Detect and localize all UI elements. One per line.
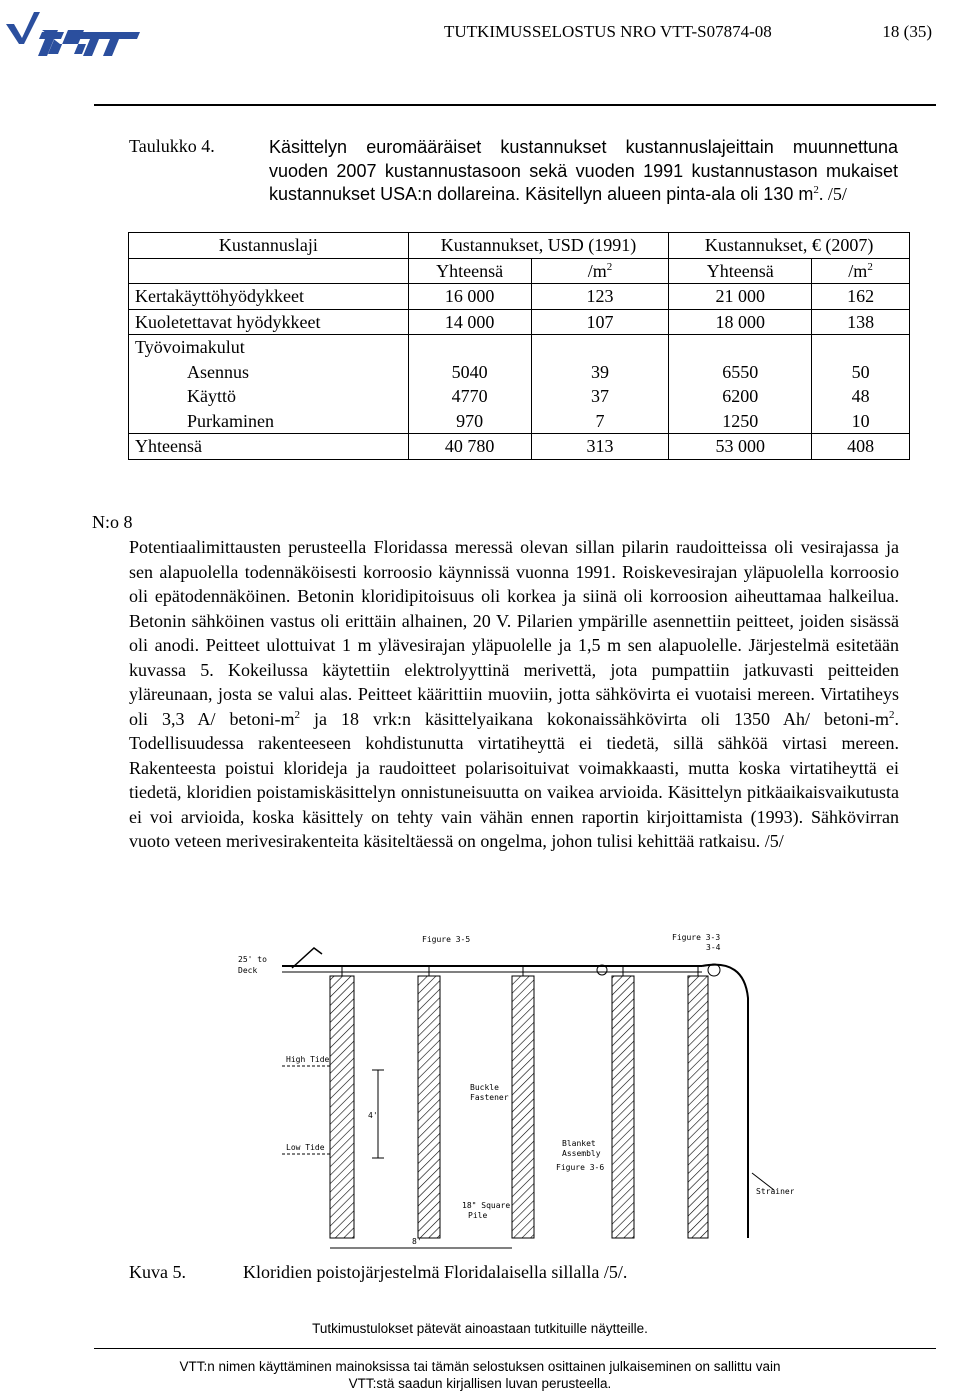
report-id: TUTKIMUSSELOSTUS NRO VTT-S07874-08 [444,22,772,41]
cell-usd: 970 [408,409,531,434]
cell-usd: 14 000 [408,309,531,335]
cell-usd: 40 780 [408,434,531,460]
row-label: Kuoletettavat hyödykkeet [129,309,409,335]
caption-sup: 2 [813,184,819,196]
cost-table [128,232,910,460]
cell-usd-m2: 313 [531,434,669,460]
label-deck-1: 25' to [238,955,267,964]
subheader-empty [129,258,409,284]
cell-eur-m2: 50 [812,360,910,385]
cell-usd-m2: 39 [531,360,669,385]
label-deck-2: Deck [238,966,258,975]
header-divider [94,104,936,106]
table-row [129,409,910,434]
header-eur: Kustannukset, € (2007) [669,233,910,259]
cell-usd-m2: 37 [531,384,669,409]
logo-text: VTT [64,26,66,27]
table-row [129,384,910,409]
label-figure-3-3: Figure 3-3 [672,933,721,942]
table-total-row [129,434,910,460]
footer-note: Tutkimustulokset pätevät ainoastaan tutkituille näytteille. [312,1321,648,1336]
cell-eur-m2: 138 [812,309,910,335]
table-caption [269,136,898,207]
cell-eur: 53 000 [669,434,812,460]
cell-eur: 21 000 [669,284,812,310]
subheader-usd-per-m2: $/m^2$ [531,258,669,284]
table-subheader-row [129,258,910,284]
cell-usd: 5040 [408,360,531,385]
table-row-labor [129,335,910,360]
para-part-1: Potentiaalimittausten perusteella Floridassa meressä olevan sillan pilarin raudoitteissa oli vesirajassa ja sen alapuolella todennäköisesti korroosio käynnissä vuonna 1991. Roiskevesirajan yläpuolella korroosio oli epätodennäköinen. Betonin kloridipitoisuus oli korkea ja siinä oli korroosion aiheuttamaa halkeilua. Betonin sähköinen vastus oli erittäin alhainen, 20 V. Pilarien ympärille asennettiin peitteet, joiden sisässä oli anodi. Peitteet ulottuivat 1 m ylävesirajan yläpuolelle ja 1,5 m sen alapuolelle. Järjestelmä esitetään kuvassa 5. Kokeilussa käytettiin elektrolyyttinä merivettä, jota pumpattiin jatkuvasti peitteiden yläreunaan, josta se valui alas. Peitteet käärittiin muoviin, jotta sähkövirta ei vuotaisi mereen. Virtatiheys oli 3,3 A/ betoni-m [129,537,899,729]
cell-eur-m2: 162 [812,284,910,310]
section-number: N:o 8 [92,512,133,532]
subheader-eur-total: Yhteensä [669,258,812,284]
para-part-2: ja 18 vrk:n käsittelyaikana kokonaissähkövirta oli 1350 Ah/ betoni-m [300,708,889,729]
header-cost-type: Kustannuslaji [129,233,409,259]
row-label: Yhteensä [129,434,409,460]
label-figure-3-4: 3-4 [706,943,721,952]
label-blanket: Blanket [562,1139,596,1148]
para-sup-2: 2 [889,708,895,721]
row-label: Asennus [129,360,409,385]
figure-chloride-system [222,918,794,1260]
caption-ref: . /5/ [818,184,847,204]
cell-usd: 16 000 [408,284,531,310]
cell-eur: 18 000 [669,309,812,335]
label-4ft: 4' [368,1111,378,1120]
cell-usd-m2: 7 [531,409,669,434]
label-high-tide: High Tide [286,1055,330,1064]
cell-eur-m2: 48 [812,384,910,409]
footer-line-1: VTT:n nimen käyttäminen mainoksissa tai tämän selostuksen osittainen julkaiseminen on sallittu vain [179,1359,781,1374]
cell-eur: 1250 [669,409,812,434]
page-number: 18 (35) [882,22,932,41]
header-usd: Kustannukset, USD (1991) [408,233,669,259]
table-caption-text: Käsittelyn euromääräiset kustannukset kustannuslajeittain muunnettuna vuoden 2007 kustannustasoon sekä vuoden 1991 kustannustason mukaiset kustannukset USA:n dollareina. Käsitellyn alueen pinta-ala oli 130 m [269,137,898,204]
cell-eur-m2: 10 [812,409,910,434]
label-assembly: Assembly [562,1149,601,1158]
figure-caption: Kloridien poistojärjestelmä Floridalaisella sillalla /5/. [243,1262,628,1282]
row-label: Purkaminen [129,409,409,434]
cell-usd: 4770 [408,384,531,409]
label-fastener: Fastener [470,1093,509,1102]
body-paragraph [129,535,899,854]
label-buckle: Buckle [470,1083,499,1092]
label-low-tide: Low Tide [286,1143,325,1152]
cell-eur: 6550 [669,360,812,385]
table-caption-label: Taulukko 4. [129,136,215,156]
row-label: Kertakäyttöhyödykkeet [129,284,409,310]
label-pile: Pile [468,1211,488,1220]
footer-line-2: VTT:stä saadun kirjallisen luvan perusteella. [348,1376,612,1391]
cell-usd-m2: 123 [531,284,669,310]
subheader-eur-per-m2: $/m^2$ [812,258,910,284]
row-label: Työvoimakulut [129,335,409,360]
label-square-pile: 18" Square [462,1201,511,1210]
row-label: Käyttö [129,384,409,409]
para-part-3: . Todellisuudessa rakenteeseen kohdistunutta virtatiheyttä ei tiedetä, sillä sähköä virtasi mereen. Rakenteesta poistui klorideja ja raudoitteet polarisoituivat voimakkaasti, mutta koska virtatiheyttä ei tiedetä, kloridien poistamiskäsittelyn onnistuneisuutta on vaikea arvioida. Käsittelyn pitkäaikaisvaikutusta ei voi arvioida, koska käsittely on tehty vain vähän ennen raportin kirjoittamista (1993). Sähkövirran vuoto veteen merivesirakenteita käsiteltäessä on ongelma, johon tulisi kehittää ratkaisu. /5/ [129,708,899,851]
table-row [129,360,910,385]
label-8ft: 8' [412,1237,422,1246]
cell-usd-m2: 107 [531,309,669,335]
footer-divider [94,1348,936,1349]
vtt-logo [4,4,140,58]
cell-eur: 6200 [669,384,812,409]
figure-label: Kuva 5. [129,1262,186,1282]
table-row [129,284,910,310]
label-figure-3-6: Figure 3-6 [556,1163,605,1172]
subheader-usd-total: Yhteensä [408,258,531,284]
table-header-row [129,233,910,259]
label-strainer: Strainer [756,1187,794,1196]
table-row [129,309,910,335]
label-figure-3-5: Figure 3-5 [422,935,471,944]
para-sup-1: 2 [294,708,301,721]
cell-eur-m2: 408 [812,434,910,460]
